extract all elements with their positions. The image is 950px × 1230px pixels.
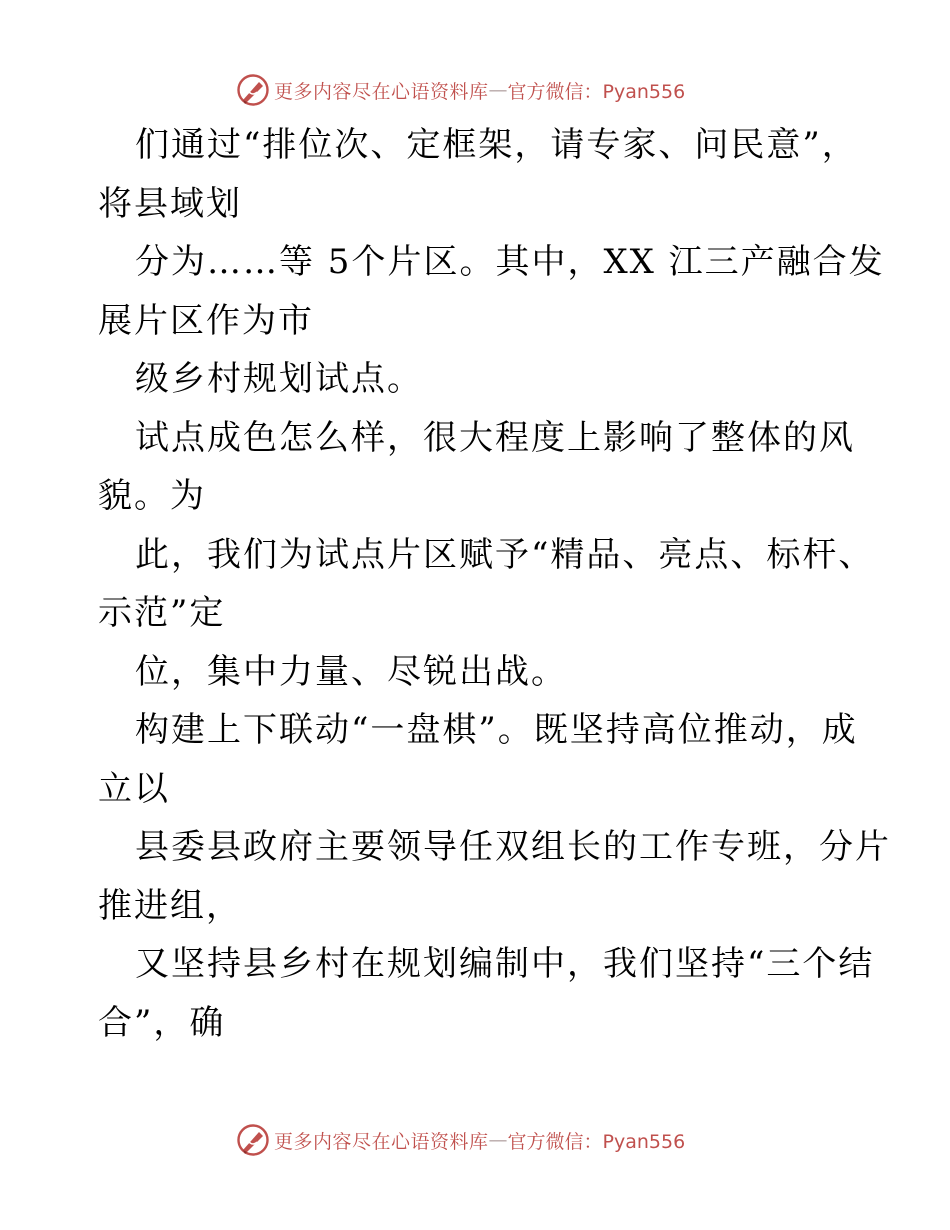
text-line: 县委县政府主要领导任双组长的工作专班，分片 xyxy=(135,827,891,867)
text-line: 推进组， xyxy=(98,885,242,926)
header-watermark xyxy=(236,72,685,108)
text-line: 立以 xyxy=(98,768,170,809)
text-line: 试点成色怎么样，很大程度上影响了整体的风 xyxy=(135,417,855,458)
text-line: 又坚持县乡村在规划编制中，我们坚持“三个结 xyxy=(135,944,875,984)
watermark-label: 更多内容尽在心语资料库 xyxy=(274,1130,489,1153)
text-line: 貌。为 xyxy=(98,476,206,516)
watermark-dash: — xyxy=(488,79,508,101)
watermark-label: 更多内容尽在心语资料库 xyxy=(274,80,489,103)
pen-logo-icon xyxy=(236,73,270,107)
text-line: 示范”定 xyxy=(98,593,226,633)
text-line: 构建上下联动“一盘棋”。既坚持高位推动，成 xyxy=(135,710,858,750)
watermark-dash: — xyxy=(488,1129,508,1151)
text-line: 此，我们为试点片区赋予“精品、亮点、标杆、 xyxy=(135,534,875,575)
text-line: 展片区作为市 xyxy=(98,300,314,341)
body-text xyxy=(98,116,891,1052)
text-line: 级乡村规划试点。 xyxy=(135,359,423,399)
pen-logo-icon xyxy=(236,1123,270,1157)
text-line: 将县域划 xyxy=(98,183,242,224)
watermark-handle: 官方微信：Pyan556 xyxy=(507,80,686,103)
footer-watermark xyxy=(236,1122,685,1158)
text-line: 分为……等 5个片区。其中，XX 江三产融合发 xyxy=(135,242,885,282)
text-line: 们通过“排位次、定框架，请专家、问民意”， xyxy=(135,125,858,165)
text-line: 位，集中力量、尽锐出战。 xyxy=(135,651,567,692)
text-line: 合”，确 xyxy=(98,1002,226,1043)
watermark-handle: 官方微信：Pyan556 xyxy=(507,1130,686,1153)
